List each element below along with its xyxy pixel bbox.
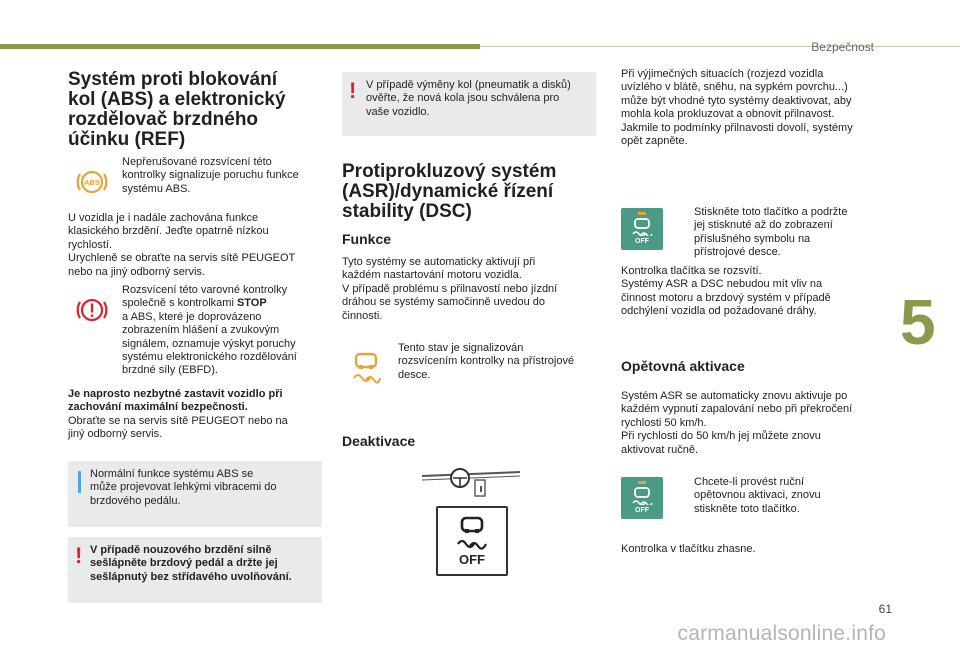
warning-box <box>68 537 322 603</box>
abs-paragraph-1: U vozidla je i nadále zachována funkce klasického brzdění. Jeďte opatrně nízkou rychlostí. Urychleně se obraťte na servis sítě PEUGEOT nebo na jiný odborný servis. <box>68 212 296 278</box>
wheel-warning-text: V případě výměny kol (pneumatik a disků) ověřte, že nová kola jsou schválena pro vaše vozidlo. <box>366 79 571 118</box>
header-accent-bar <box>0 44 480 49</box>
svg-text:ABS: ABS <box>84 178 100 187</box>
title-line: rozdělovač brzdného <box>68 109 259 130</box>
skid-icon <box>631 218 653 236</box>
exclamation-icon: ! <box>75 543 83 568</box>
off-label: OFF <box>635 238 649 245</box>
skid-icon <box>631 487 653 505</box>
skid-warning-icon <box>348 348 384 384</box>
manual-reactivation-text: Chcete-li provést ruční opětovnou aktivaci, znovu stiskněte toto tlačítko. <box>694 476 821 515</box>
asr-section-title: Protiprokluzový systém (ASR)/dynamické řízení stability (DSC) <box>342 161 557 222</box>
deactivation-paragraph: Při výjimečných situacích (rozjezd vozidla uvízlého v blátě, sněhu, na sypkém povrchu...) může být vhodné tyto systémy deaktivovat, aby mohla kola prokluzovat a obnovit přilnavost. Jakmile to podmínky přilnavosti dovolí, systémy opět zapněte. <box>621 68 853 148</box>
funkce-paragraph: Tyto systémy se automaticky aktivují při každém nastartování motoru vozidla. V případě problému s přilnavostí nebo jízdní dráhou se systémy samočinně uvedou do činnosti. <box>342 256 558 322</box>
title-line: účinku (REF) <box>68 129 186 150</box>
title-line: Systém proti blokování <box>68 69 278 90</box>
brake-warning-icon <box>74 292 110 328</box>
info-box-text: Normální funkce systému ABS se může projevovat lehkými vibracemi do brzdového pedálu. <box>90 468 277 507</box>
header-rule <box>480 46 960 47</box>
asr-button-icon <box>621 208 663 250</box>
deaktivace-heading: Deaktivace <box>342 433 416 449</box>
brake-warning-text: Rozsvícení této varovné kontrolky společně s kontrolkami STOP a ABS, které je doprovázeno zobrazením hlášení a zvukovým signálem, oznamuje výskyt poruchy systému elektronického rozdělování brzdné síly (EBFD). <box>122 284 297 377</box>
warning-box-text: V případě nouzového brzdění silně sešlápněte brzdový pedál a držte jej sešlápnutý bez střídavého uvolňování. <box>90 544 292 583</box>
reactivation-paragraph: Systém ASR se automaticky znovu aktivuje po každém vypnutí zapalování nebo při překročení rychlosti 50 km/h. Při rychlosti do 50 km/h jej můžete znovu aktivovat ručně. <box>621 390 853 456</box>
watermark: carmanualsonline.info <box>677 622 886 645</box>
off-label: OFF <box>635 507 649 514</box>
wheel-warning-box <box>342 72 596 136</box>
info-box <box>68 461 322 527</box>
funkce-heading: Funkce <box>342 231 392 247</box>
chapter-number: 5 <box>900 286 936 358</box>
abs-paragraph-2: Je naprosto nezbytné zastavit vozidlo při zachování maximální bezpečnosti. Obraťte se na servis sítě PEUGEOT nebo na jiný odborný servis. <box>68 388 288 441</box>
exclamation-icon: ! <box>349 78 357 103</box>
press-instruction-text: Stiskněte toto tlačítko a podržte jej stisknuté až do zobrazení příslušného symbolu na přístrojové desce. <box>694 206 848 259</box>
asr-button-icon <box>621 477 663 519</box>
button-led-icon <box>638 481 646 484</box>
final-note: Kontrolka v tlačítku zhasne. <box>621 543 756 555</box>
abs-icon-text: Nepřerušované rozsvícení této kontrolky signalizuje poruchu funkce systému ABS. <box>122 156 299 195</box>
title-line: kol (ABS) a elektronický <box>68 89 286 110</box>
abs-warning-icon <box>74 164 110 200</box>
info-icon <box>78 471 81 493</box>
asr-off-button[interactable] <box>436 506 508 576</box>
section-label: Bezpečnost <box>811 40 874 54</box>
skid-off-icon <box>452 514 492 550</box>
dashboard-sketch-icon <box>420 466 524 500</box>
indicator-paragraph: Kontrolka tlačítka se rozsvítí. Systémy ASR a DSC nebudou mít vliv na činnost motoru a brzdový systém v případě odchýlení vozidla od požadované dráhy. <box>621 265 831 318</box>
off-label: OFF <box>459 552 485 567</box>
abs-section-title <box>68 70 328 150</box>
reactivation-heading: Opětovná aktivace <box>621 358 745 374</box>
page-number: 61 <box>878 602 892 616</box>
skid-icon-text: Tento stav je signalizován rozsvícením kontrolky na přístrojové desce. <box>398 342 575 381</box>
button-led-icon <box>638 212 646 215</box>
